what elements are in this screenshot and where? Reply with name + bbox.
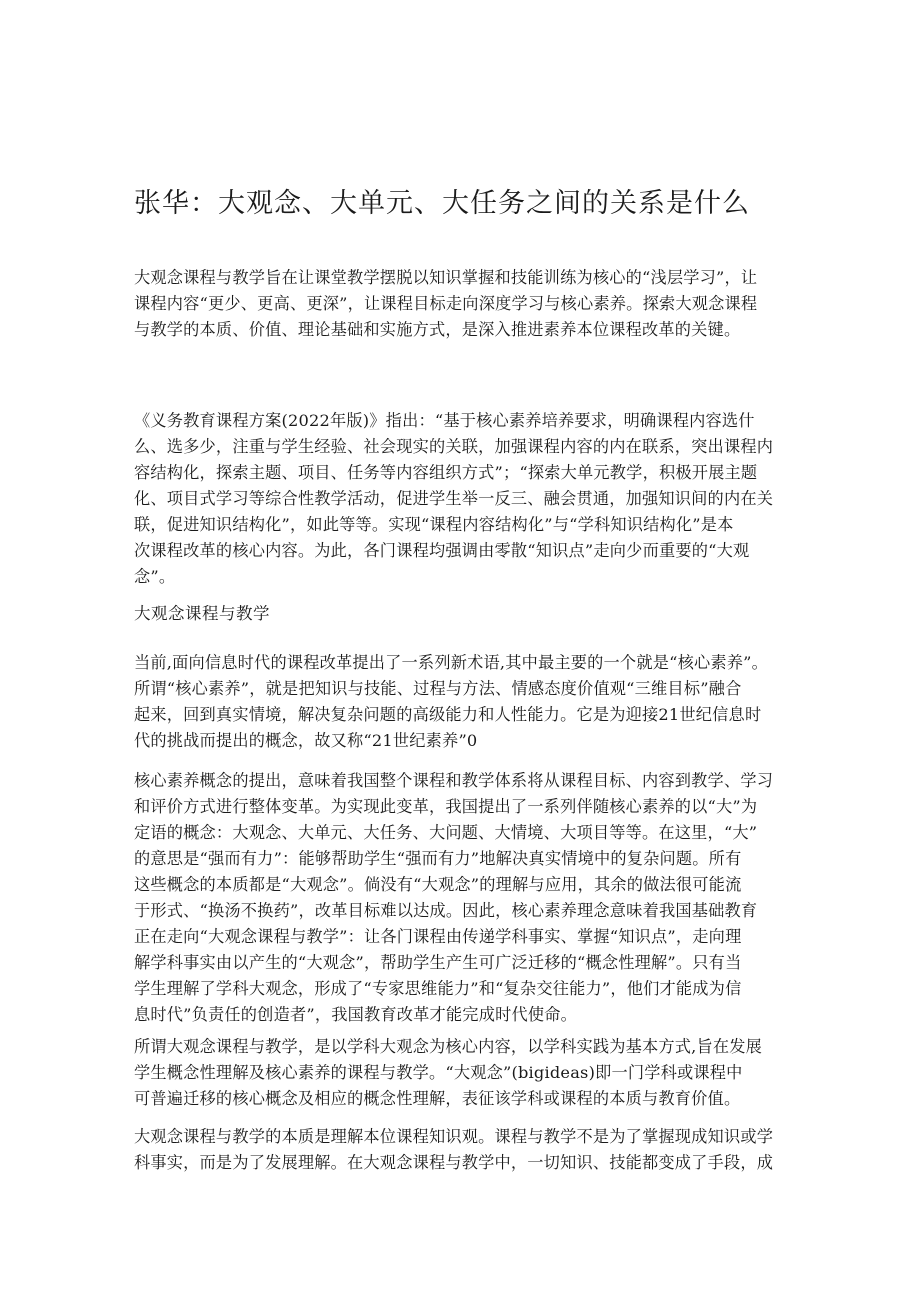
paragraph-line: 么、选多少，注重与学生经验、社会现实的关联，加强课程内容的内在联系，突出课程内 — [134, 437, 774, 456]
paragraph-line: 《义务教育课程方案(2022年版)》指出：“基于核心素养培养要求，明确课程内容选什 — [134, 411, 755, 430]
paragraph-line: 化、项目式学习等综合性教学活动，促进学生举一反三、融会贯通，加强知识间的内在关 — [134, 489, 774, 508]
paragraph-line: 这些概念的本质都是“大观念”。倘没有“大观念”的理解与应用，其余的做法很可能流 — [134, 875, 742, 894]
paragraph-line: 学生概念性理解及核心素养的课程与教学。“大观念”(bigideas)即一门学科或课程中 — [134, 1063, 743, 1082]
paragraph-line: 可普遍迁移的核心概念及相应的概念性理解，表征该学科或课程的本质与教育价值。 — [134, 1089, 741, 1108]
essence-paragraph — [134, 1124, 790, 1176]
paragraph-line: 次课程改革的核心内容。为此，各门课程均强调由零散“知识点”走向少而重要的“大观 — [134, 541, 750, 560]
paragraph-line: 课程内容“更少、更高、更深”，让课程目标走向深度学习与核心素养。探索大观念课程 — [134, 294, 758, 313]
curriculum-plan-quote-paragraph — [134, 408, 790, 590]
paragraph-line: 联，促进知识结构化”，如此等等。实现“课程内容结构化”与“学科知识结构化”是本 — [134, 515, 734, 534]
paragraph-line: 所谓“核心素养”，就是把知识与技能、过程与方法、情感态度价值观“三维目标”融合 — [134, 679, 742, 698]
paragraph-line: 大观念课程与教学旨在让课堂教学摆脱以知识掌握和技能训练为核心的“浅层学习”，让 — [134, 268, 758, 287]
paragraph-line: 解学科事实由以产生的“大观念”，帮助学生产生可广泛迁移的“概念性理解”。只有当 — [134, 953, 742, 972]
definition-paragraph — [134, 1034, 790, 1112]
paragraph-line: 和评价方式进行整体变革。为实现此变革，我国提出了一系列伴随核心素养的以“大”为 — [134, 797, 758, 816]
intro-paragraph — [134, 265, 790, 343]
paragraph-line: 与教学的本质、价值、理论基础和实施方式，是深入推进素养本位课程改革的关键。 — [134, 320, 741, 339]
paragraph-line: 学生理解了学科大观念，形成了“专家思维能力”和“复杂交往能力”，他们才能成为信 — [134, 979, 742, 998]
section-heading: 大观念课程与教学 — [134, 604, 270, 623]
article-title: 张华：大观念、大单元、大任务之间的关系是什么 — [134, 188, 750, 219]
paragraph-line: 的意思是“强而有力”：能够帮助学生“强而有力”地解决真实情境中的复杂问题。所有 — [134, 849, 742, 868]
paragraph-line: 大观念课程与教学的本质是理解本位课程知识观。课程与教学不是为了掌握现成知识或学 — [134, 1127, 774, 1146]
paragraph-line: 起来，回到真实情境，解决复杂问题的高级能力和人性能力。它是为迎接21世纪信息时 — [134, 705, 762, 724]
paragraph-line: 定语的概念：大观念、大单元、大任务、大问题、大情境、大项目等等。在这里，“大” — [134, 823, 758, 842]
paragraph-line: 代的挑战而提出的概念，故又称“21世纪素养”0 — [134, 731, 478, 750]
paragraph-line: 科事实，而是为了发展理解。在大观念课程与教学中，一切知识、技能都变成了手段，成 — [134, 1153, 774, 1172]
paragraph-line: 所谓大观念课程与教学，是以学科大观念为核心内容，以学科实践为基本方式,旨在发展 — [134, 1037, 763, 1056]
core-literacy-paragraph — [134, 650, 790, 754]
paragraph-line: 正在走向“大观念课程与教学”：让各门课程由传递学科事实、掌握“知识点”，走向理 — [134, 927, 742, 946]
paragraph-line: 容结构化，探索主题、项目、任务等内容组织方式”；“探索大单元教学，积极开展主题 — [134, 463, 758, 482]
paragraph-line: 当前,面向信息时代的课程改革提出了一系列新术语,其中最主要的一个就是“核心素养”。 — [134, 653, 768, 672]
big-concepts-paragraph — [134, 768, 790, 1028]
paragraph-line: 念”。 — [134, 567, 176, 586]
paragraph-line: 于形式、“换汤不换药”，改革目标难以达成。因此，核心素养理念意味着我国基础教育 — [134, 901, 758, 920]
paragraph-line: 息时代”负责任的创造者”，我国教育改革才能完成时代使命。 — [134, 1005, 578, 1024]
paragraph-line: 核心素养概念的提出，意味着我国整个课程和教学体系将从课程目标、内容到教学、学习 — [134, 771, 774, 790]
